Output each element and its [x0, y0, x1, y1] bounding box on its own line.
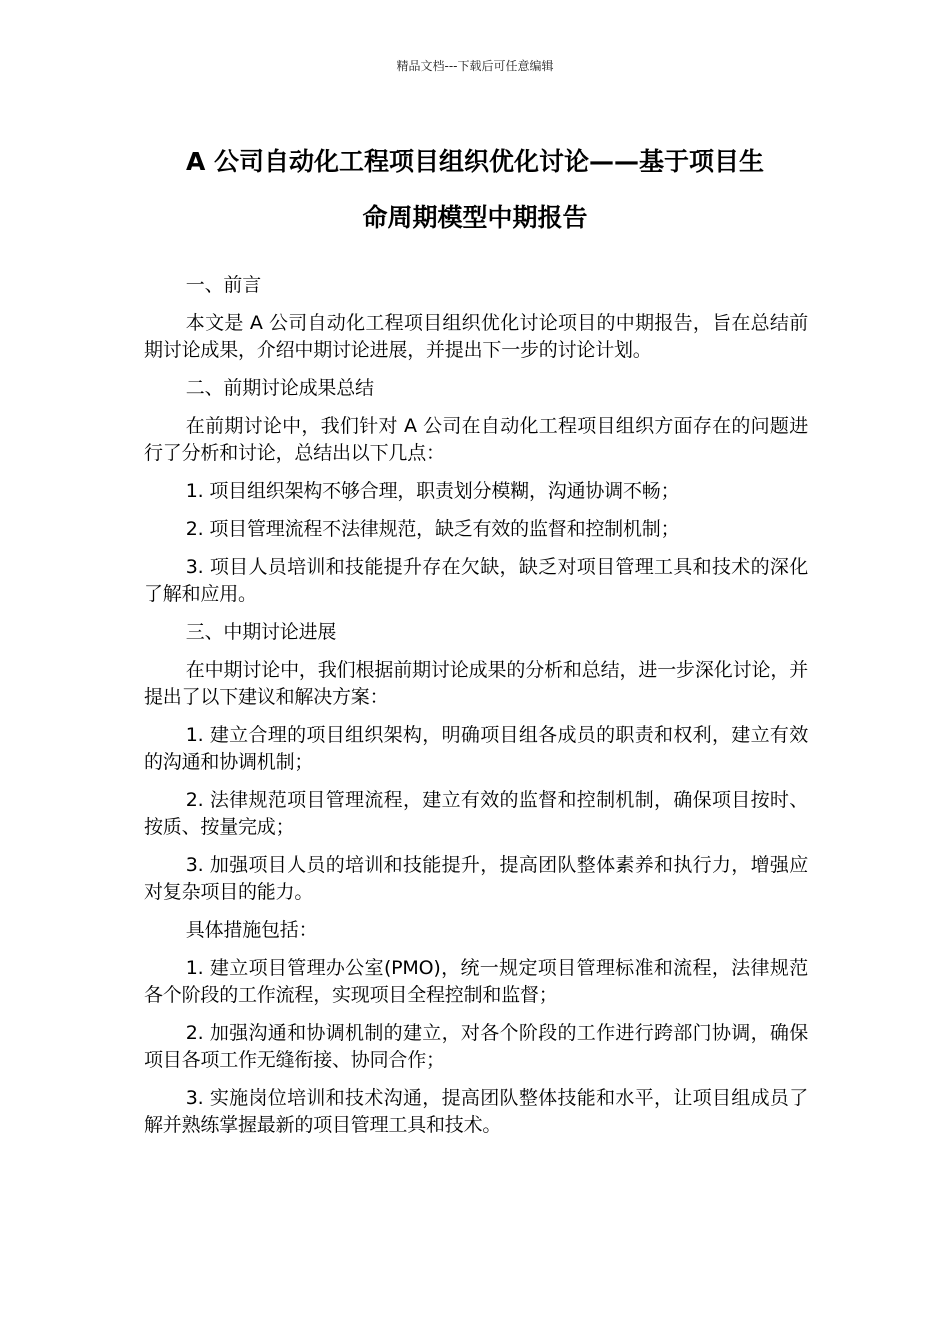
paragraph-measures-intro: 具体措施包括：	[185, 919, 318, 941]
list-item: 1. 建立合理的项目组织架构，明确项目组各成员的职责和权利，建立有效的沟通和协调机制；	[144, 724, 808, 773]
section-heading-early-summary: 二、前期讨论成果总结	[185, 377, 374, 399]
title-line-2: 命周期模型中期报告	[362, 203, 588, 232]
list-item: 2. 加强沟通和协调机制的建立，对各个阶段的工作进行跨部门协调，确保项目各项工作无缝衔接、协同合作；	[144, 1022, 808, 1071]
section-heading-mid-progress: 三、中期讨论进展	[185, 621, 337, 643]
list-item: 1. 建立项目管理办公室(PMO)，统一规定项目管理标准和流程，法律规范各个阶段的工作流程，实现项目全程控制和监督；	[144, 957, 808, 1006]
document-body	[144, 272, 808, 1150]
paragraph-mid-progress: 在中期讨论中，我们根据前期讨论成果的分析和总结，进一步深化讨论，并提出了以下建议和解决方案：	[144, 659, 808, 708]
list-item: 1. 项目组织架构不够合理，职责划分模糊，沟通协调不畅；	[185, 480, 680, 502]
list-item: 3. 项目人员培训和技能提升存在欠缺，缺乏对项目管理工具和技术的深化了解和应用。	[144, 556, 808, 605]
list-item: 3. 加强项目人员的培训和技能提升，提高团队整体素养和执行力，增强应对复杂项目的能力。	[144, 854, 808, 903]
list-item: 2. 法律规范项目管理流程，建立有效的监督和控制机制，确保项目按时、按质、按量完成；	[144, 789, 808, 838]
title-line-1: A 公司自动化工程项目组织优化讨论——基于项目生	[185, 147, 765, 176]
document-title	[143, 134, 807, 246]
list-item: 3. 实施岗位培训和技术沟通，提高团队整体技能和水平，让项目组成员了解并熟练掌握最新的项目管理工具和技术。	[144, 1087, 808, 1136]
list-item: 2. 项目管理流程不法律规范，缺乏有效的监督和控制机制；	[185, 518, 680, 540]
page-header: 精品文档---下载后可任意编辑	[396, 59, 554, 73]
paragraph-intro: 本文是 A 公司自动化工程项目组织优化讨论项目的中期报告，旨在总结前期讨论成果，介绍中期讨论进展，并提出下一步的讨论计划。	[144, 312, 808, 361]
paragraph-early-findings: 在前期讨论中，我们针对 A 公司在自动化工程项目组织方面存在的问题进行了分析和讨论，总结出以下几点：	[144, 415, 808, 464]
section-heading-preface: 一、前言	[185, 274, 261, 296]
